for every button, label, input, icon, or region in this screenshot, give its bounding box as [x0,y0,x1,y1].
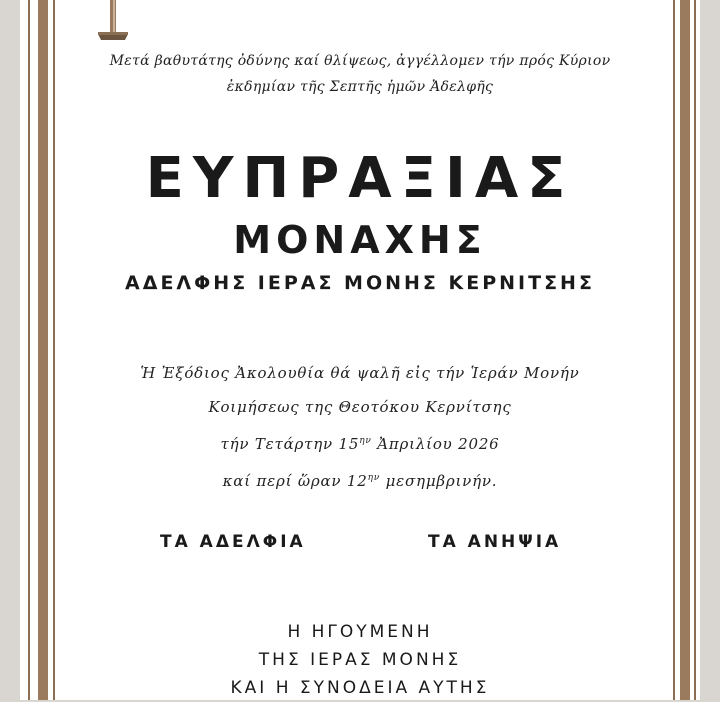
deceased-title: ΜΟΝΑΧΗΣ [233,218,487,262]
cross-icon [96,0,130,42]
abbess-line-3: ΚΑΙ Η ΣΥΝΟΔΕΙΑ ΑΥΤΗΣ [230,678,490,698]
signature-nieces-nephews: ΤΑ ΑΝΗΨΙΑ [428,532,562,552]
service-time-rest: μεσημβρινήν. [380,472,498,490]
signature-siblings: ΤΑ ΑΔΕΛΦΙΑ [160,532,306,552]
service-line-1: Ἡ Ἐξόδιος Ἀκολουθία θά ψαλῆ εἰς τήν Ἱεράν Μονήν [140,364,580,382]
service-date-text: τήν Τετάρτην 15 [220,435,360,453]
funeral-notice-page [20,0,700,700]
abbess-line-2: ΤΗΣ ΙΕΡΑΣ ΜΟΝΗΣ [258,650,462,670]
announcement-intro [0,48,720,100]
deceased-name: ΕΥΠΡΑΞΙΑΣ [145,146,575,211]
inner-border-line [53,0,675,700]
signature-abbess [0,618,720,702]
service-line-2: Κοιμήσεως της Θεοτόκου Κερνίτσης [208,398,512,416]
service-time-text: καί περί ὥραν 12 [222,472,368,490]
service-date [0,424,720,461]
intro-line-2: ἐκδημίαν τῆς Σεπτῆς ἡμῶν Ἀδελφῆς [226,79,494,95]
funeral-service-details [0,356,720,498]
service-time [0,461,720,498]
service-time-suffix: ην [367,473,381,483]
intro-line-1: Μετά βαθυτάτης ὀδύνης καί θλίψεως, ἀγγέλλομεν τήν πρός Κύριον [109,53,611,69]
deceased-subtitle: ΑΔΕΛΦΗΣ ΙΕΡΑΣ ΜΟΝΗΣ ΚΕΡΝΙΤΣΗΣ [125,272,595,294]
abbess-line-1: Η ΗΓΟΥΜΕΝΗ [287,622,433,642]
service-date-suffix: ην [359,436,372,446]
service-date-month: Ἀπριλίου 2026 [371,435,500,453]
